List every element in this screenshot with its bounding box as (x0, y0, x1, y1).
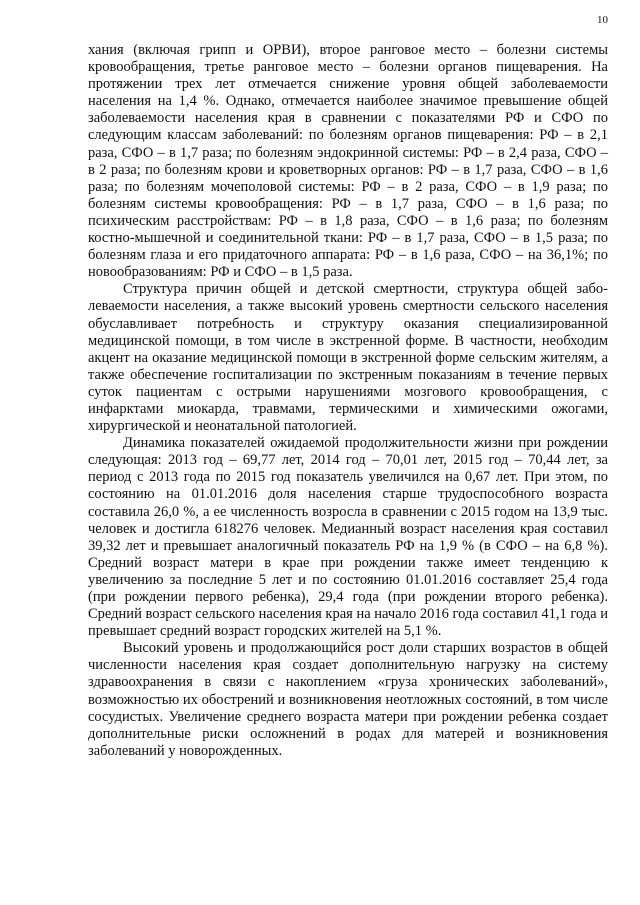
paragraph-aging-burden: Высокий уровень и продолжающийся рост доли старших возрастов в общей численности населения края создает дополнительную нагрузку на систему здравоохранения в связи с накоплением «груза хронических заболеваний», возможностью их обострений и возникновения неотложных состояний, в том числе сосудистых. Увеличение среднего возраста матери при рождении ребенка создает дополнительные риски осложнений в родах для матерей и возникновения заболеваний у новорожденных. (88, 640, 608, 759)
paragraph-morbidity: хания (включая грипп и ОРВИ), второе ранговое место – болезни системы кровообращения, третье ранговое место – болезни органов пищеварения. На протяжении трех лет отмечается снижение уровня общей заболеваемости населения на 1,4 %. Однако, отмечается наиболее значимое превышение общей заболеваемости населения края в сравнении с показателями РФ и СФО по следующим классам заболеваний: по болезням органов пищеварения: РФ – в 2,1 раза, СФО – в 1,7 раза; по болезням эндокринной системы: РФ – в 2,4 раза, СФО – в 2 раза; по болезням крови и кроветворных органов: РФ – в 1,7 раза, СФО – в 1,6 раза; по болезням мочеполовой системы: РФ – в 2 раза, СФО – в 1,9 раза; по болезням системы кровообращения: РФ – в 1,7 раза, СФО – в 1,6 раза; по психическим расстройствам: РФ – в 1,8 раза, СФО – в 1,6 раза; по болезням костно-мышечной и соединительной ткани: РФ – в 1,7 раза, СФО – в 1,5 раза; по болезням глаза и его придаточного аппарата: РФ – в 1,6 раза, СФО – на 36,1%; по новообразованиям: РФ и СФО – в 1,5 раза. (88, 42, 608, 281)
paragraph-life-expectancy: Динамика показателей ожидаемой продолжительности жизни при рождении следующая: 2013 год – 69,77 лет, 2014 год – 70,01 лет, 2015 год – 70,44 лет, за период с 2013 года по 2015 год показатель увеличился на 0,67 лет. При этом, по состоянию на 01.01.2016 доля населения старше трудоспособного возраста составила 26,0 %, а ее численность возросла в сравнении с 2015 годом на 13,9 тыс. человек и достигла 618276 человек. Медианный возраст населения края составил 39,32 лет и превышает аналогичный показатель РФ на 1,9 % (в СФО – на 6,8 %). Средний возраст матери в крае при рождении также имеет тенденцию к увеличению за последние 5 лет и по состоянию 01.01.2016 составляет 25,4 года (при рождении первого ребенка), 29,4 года (при рождении второго ребенка). Средний возраст сельского населения края на начало 2016 года составил 41,1 года и превышает средний возраст городских жителей на 5,1 %. (88, 435, 608, 640)
page-number: 10 (597, 14, 608, 26)
paragraph-mortality-structure: Структура причин общей и детской смертности, структура общей заболеваемости населения, а также высокий уровень смертности сельского населения обуславливает потребность и структуру оказания специализированной медицинской помощи, в том числе в экстренной форме. В частности, необходим акцент на оказание медицинской помощи в экстренной форме сельским жителям, а также обеспечение госпитализации по экстренным показаниям в течение первых суток пациентам с острыми нарушениями мозгового кровообращения, с инфарктами миокарда, травмами, термическими и химическими ожогами, хирургической и неонатальной патологией. (88, 281, 608, 435)
document-body (88, 42, 608, 760)
